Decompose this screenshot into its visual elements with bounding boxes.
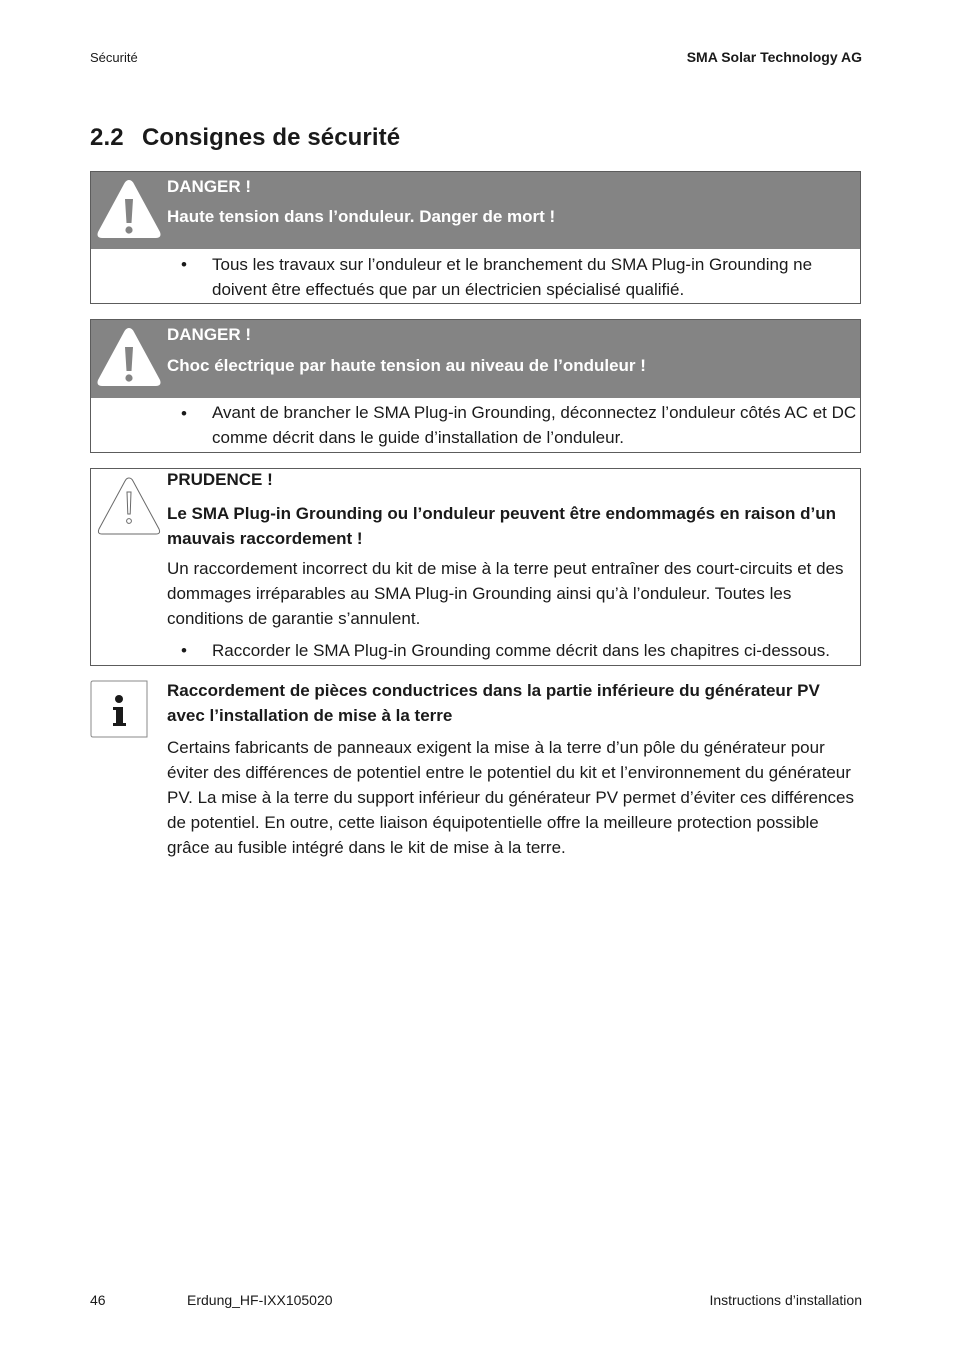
bullet-marker: • xyxy=(181,404,187,423)
caution-box xyxy=(90,468,861,666)
section-title-text: Consignes de sécurité xyxy=(142,124,401,151)
running-header-section: Sécurité xyxy=(90,50,138,65)
caution-message: Le SMA Plug-in Grounding ou l’onduleur peuvent être endommagés en raison d’un mauvais raccordement ! xyxy=(167,504,837,548)
danger-box-header xyxy=(91,172,860,249)
danger-signal-word: DANGER ! xyxy=(167,177,252,196)
caution-instruction: Raccorder le SMA Plug-in Grounding comme décrit dans les chapitres ci-dessous. xyxy=(212,641,830,660)
caution-triangle-icon xyxy=(95,474,163,538)
section-number: 2.2 xyxy=(90,124,124,151)
danger-box-header xyxy=(91,320,860,398)
document-id: Erdung_HF-IXX105020 xyxy=(187,1292,333,1308)
running-header-company: SMA Solar Technology AG xyxy=(686,49,862,65)
danger-box-1 xyxy=(90,171,861,304)
caution-paragraph: Un raccordement incorrect du kit de mise à la terre peut entraîner des court-circuits et des dommages irréparables au SMA Plug-in Grounding ainsi qu’à l’onduleur. Toutes les conditions de garantie s’annulent. xyxy=(167,559,844,628)
page-number: 46 xyxy=(90,1292,106,1308)
danger-instruction: Tous les travaux sur l’onduleur et le branchement du SMA Plug-in Grounding ne doivent être effectués que par un électricien spécialisé qualifié. xyxy=(212,255,813,299)
bullet-marker: • xyxy=(181,641,187,660)
bullet-marker: • xyxy=(181,255,187,274)
info-title: Raccordement de pièces conductrices dans la partie inférieure du générateur PV avec l’installation de mise à la terre xyxy=(167,681,820,725)
danger-message: Haute tension dans l’onduleur. Danger de mort ! xyxy=(167,207,556,226)
warning-triangle-icon xyxy=(95,177,163,241)
danger-instruction: Avant de brancher le SMA Plug-in Grounding, déconnectez l’onduleur côtés AC et DC comme décrit dans le guide d’installation de l’onduleur. xyxy=(212,403,857,447)
info-icon xyxy=(90,680,148,738)
danger-signal-word: DANGER ! xyxy=(167,325,252,344)
caution-signal-word: PRUDENCE ! xyxy=(167,470,273,489)
danger-box-2 xyxy=(90,319,861,453)
danger-message: Choc électrique par haute tension au niveau de l’onduleur ! xyxy=(167,356,646,375)
section-title xyxy=(90,124,400,152)
document-type: Instructions d’installation xyxy=(709,1292,862,1308)
warning-triangle-icon xyxy=(95,325,163,389)
info-paragraph: Certains fabricants de panneaux exigent la mise à la terre d’un pôle du générateur pour éviter des différences de potentiel entre le potentiel du kit et l’environnement du générateur PV. La mise à la terre du support inférieur du générateur PV permet d’éviter ces différences de potentiel. En outre, cette liaison équipotentielle offre la meilleure protection possible grâce au fusible intégré dans le kit de mise à la terre. xyxy=(167,738,854,857)
